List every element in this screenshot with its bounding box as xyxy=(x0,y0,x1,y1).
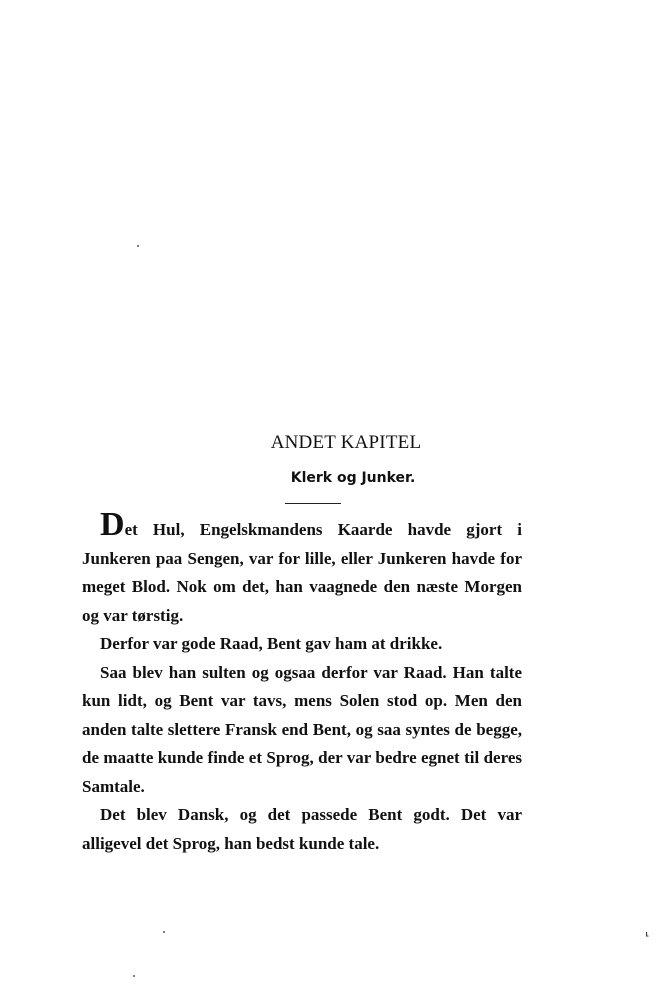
margin-mark: ⸤ xyxy=(645,924,650,938)
paragraph: Det blev Dansk, og det passede Bent godt. Det var alligevel det Sprog, han bedst kunde tale. xyxy=(82,805,522,853)
drop-cap: D xyxy=(100,506,125,543)
paragraph: Saa blev han sulten og ogsaa derfor var Raad. Han talte kun lidt, og Bent var tavs, mens Solen stod op. Men den anden talte slettere Fransk end Bent, og saa syntes de begge, de maatte kunde finde et Sprog, der var bedre egnet til deres Samtale. xyxy=(82,662,522,796)
paragraph-text: et Hul, Engelskmandens Kaarde havde gjort i Junkeren paa Sengen, var for lille, eller Junkeren havde for meget Blod. Nok om det, han vaagnede den næste Morgen og var tørstig. xyxy=(82,520,522,625)
paragraph xyxy=(82,506,522,630)
print-speck xyxy=(137,245,139,247)
print-speck xyxy=(133,975,135,977)
chapter-body xyxy=(82,506,522,858)
paragraph: Derfor var gode Raad, Bent gav ham at drikke. xyxy=(100,634,443,653)
chapter-subtitle: Klerk og Junker. xyxy=(290,470,416,486)
section-divider xyxy=(285,503,341,504)
print-speck xyxy=(163,931,165,933)
chapter-heading: ANDET KAPITEL xyxy=(270,432,422,453)
